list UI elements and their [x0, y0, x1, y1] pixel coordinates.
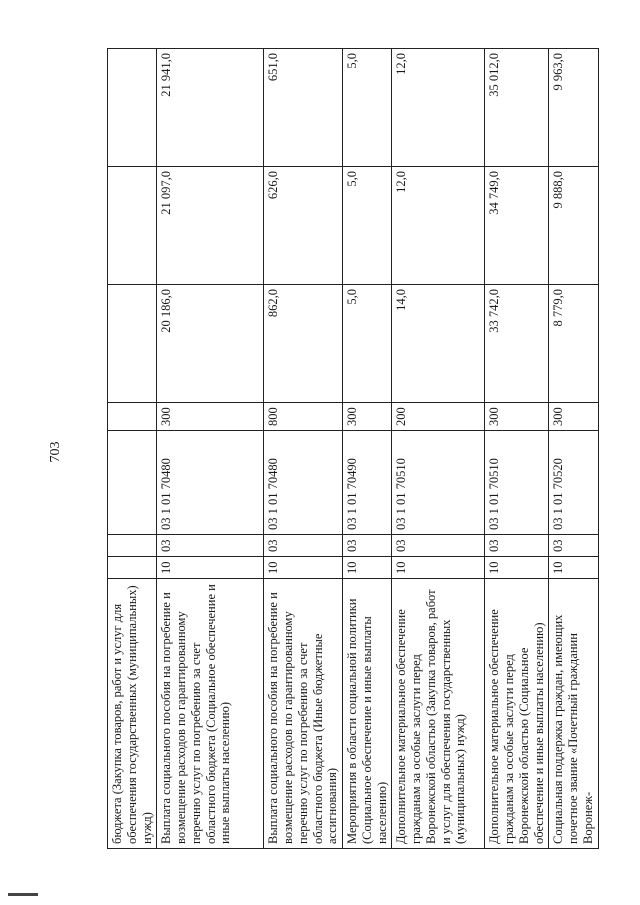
cell-v1: 862,0 [264, 285, 343, 403]
table-row [392, 49, 485, 849]
cell-vr: 300 [549, 403, 598, 431]
cell-name: Выплата социального пособия на погребение и возмещение расходов по гарантированному перечню услуг по погребению за счет областного бюджета (Социальное обеспечение и иные выплаты населению) [157, 579, 264, 849]
table-row [485, 49, 549, 849]
cell-rz: 10 [264, 557, 343, 579]
cell-vr: 300 [343, 403, 392, 431]
cell-v3: 5,0 [343, 49, 392, 167]
cell-pr: 03 [343, 535, 392, 557]
table-row [264, 49, 343, 849]
table-body [108, 49, 599, 849]
cell-v3: 35 012,0 [485, 49, 549, 167]
cell-v3 [108, 49, 157, 167]
cell-pr: 03 [485, 535, 549, 557]
scan-artifact [8, 893, 38, 896]
cell-name: Выплата социального пособия на погребение и возмещение расходов по гарантированному перечню услуг по погребению за счет областного бюджета (Иные бюджетные ассигнования) [264, 579, 343, 849]
page-number: 703 [48, 441, 63, 463]
cell-name: Социальная поддержка граждан, имеющих почетное звание «Почетный гражданин Воронеж- [549, 579, 598, 849]
cell-csr: 03 1 01 70490 [343, 431, 392, 535]
cell-pr: 03 [264, 535, 343, 557]
cell-v1 [108, 285, 157, 403]
cell-csr: 03 1 01 70510 [485, 431, 549, 535]
table-row [108, 49, 157, 849]
cell-v1: 20 186,0 [157, 285, 264, 403]
cell-v1: 8 779,0 [549, 285, 598, 403]
budget-table [107, 48, 599, 849]
cell-pr [108, 535, 157, 557]
cell-name: Мероприятия в области социальной политики (Социальное обеспечение и иные выплаты населению) [343, 579, 392, 849]
cell-v3: 21 941,0 [157, 49, 264, 167]
cell-v3: 12,0 [392, 49, 485, 167]
cell-v3: 9 963,0 [549, 49, 598, 167]
cell-rz: 10 [485, 557, 549, 579]
cell-csr: 03 1 01 70510 [392, 431, 485, 535]
cell-name: Дополнительное материальное обеспечение гражданам за особые заслуги перед Воронежской областью (Социальное обеспечение и иные выплаты населению) [485, 579, 549, 849]
cell-pr: 03 [157, 535, 264, 557]
cell-v1: 5,0 [343, 285, 392, 403]
cell-csr [108, 431, 157, 535]
cell-v2: 12,0 [392, 167, 485, 285]
cell-rz: 10 [343, 557, 392, 579]
cell-csr: 03 1 01 70520 [549, 431, 598, 535]
cell-name: Дополнительное материальное обеспечение гражданам за особые заслуги перед Воронежской областью (Закупка товаров, работ и услуг для обеспечения государственных (муниципальных) нужд) [392, 579, 485, 849]
cell-v3: 651,0 [264, 49, 343, 167]
cell-csr: 03 1 01 70480 [264, 431, 343, 535]
cell-v2: 21 097,0 [157, 167, 264, 285]
cell-name: бюджета (Закупка товаров, работ и услуг для обеспечения государственных (муниципальных) нужд) [108, 579, 157, 849]
cell-rz: 10 [549, 557, 598, 579]
cell-v1: 33 742,0 [485, 285, 549, 403]
cell-vr [108, 403, 157, 431]
cell-v2 [108, 167, 157, 285]
cell-rz: 10 [157, 557, 264, 579]
cell-rz: 10 [392, 557, 485, 579]
cell-pr: 03 [549, 535, 598, 557]
cell-v2: 34 749,0 [485, 167, 549, 285]
cell-v2: 5,0 [343, 167, 392, 285]
cell-vr: 300 [157, 403, 264, 431]
cell-v2: 626,0 [264, 167, 343, 285]
rotated-table-container [107, 49, 595, 849]
cell-pr: 03 [392, 535, 485, 557]
table-row [549, 49, 598, 849]
table-row [343, 49, 392, 849]
cell-vr: 800 [264, 403, 343, 431]
cell-v2: 9 888,0 [549, 167, 598, 285]
cell-vr: 200 [392, 403, 485, 431]
table-row [157, 49, 264, 849]
cell-v1: 14,0 [392, 285, 485, 403]
cell-csr: 03 1 01 70480 [157, 431, 264, 535]
cell-vr: 300 [485, 403, 549, 431]
cell-rz [108, 557, 157, 579]
